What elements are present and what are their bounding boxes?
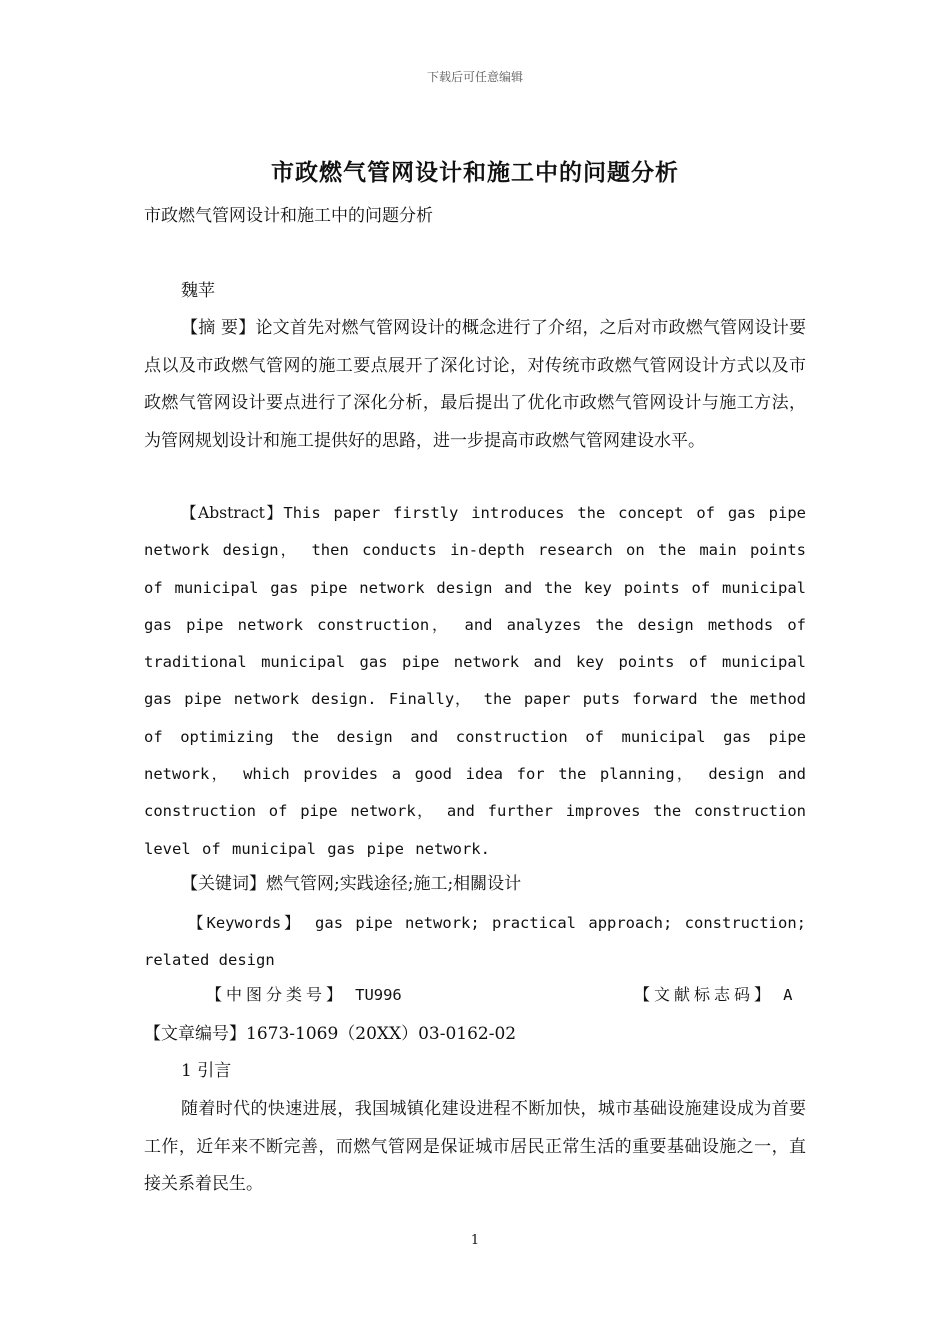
page-number: 1 bbox=[470, 1233, 480, 1248]
classification-label: 【中图分类号】 bbox=[206, 985, 347, 1004]
document-code-value: A bbox=[783, 986, 793, 1004]
keywords-cn bbox=[181, 869, 521, 894]
classification-number bbox=[206, 982, 402, 1005]
author-name: 魏苹 bbox=[181, 281, 215, 301]
page-header-note: 下载后可任意编辑 bbox=[426, 70, 523, 84]
article-number-value: 1673-1069（20XX）03-0162-02 bbox=[246, 1024, 517, 1044]
abstract-cn-label: 【摘 要】 bbox=[181, 318, 256, 338]
document-code-label: 【文献标志码】 bbox=[634, 985, 775, 1004]
abstract-en-text: This paper firstly introduces the concept of gas pipe network design， then conducts in-depth research on the main points of municipal gas pipe network design and the key points of municipal gas pipe network construction， and analyzes the design methods of traditional municipal gas pipe network and key points of municipal gas pipe network design. Finally， the paper puts forward the method of optimizing the design and construction of municipal gas pipe network， which provides a good idea for the planning， design and construction of pipe network， and further improves the construction level of municipal gas pipe network. bbox=[144, 504, 806, 858]
article-number bbox=[144, 1019, 516, 1044]
section-heading: 1 引言 bbox=[181, 1061, 232, 1081]
keywords-cn-text: 燃气管网;实践途径;施工;相關设计 bbox=[266, 874, 522, 894]
abstract-cn-text: 论文首先对燃气管网设计的概念进行了介绍，之后对市政燃气管网设计要点以及市政燃气管网的施工要点展开了深化讨论，对传统市政燃气管网设计方式以及市政燃气管网设计要点进行了深化分析，最后提出了优化市政燃气管网设计与施工方法，为管网规划设计和施工提供好的思路，进一步提高市政燃气管网建设水平。 bbox=[144, 318, 807, 451]
keywords-en-label: 【Keywords】 bbox=[188, 914, 303, 932]
document-code bbox=[634, 982, 792, 1005]
keywords-en-text: gas pipe network; practical approach; construction; related design bbox=[144, 914, 806, 970]
document-subtitle: 市政燃气管网设计和施工中的问题分析 bbox=[144, 206, 433, 226]
keywords-en bbox=[144, 905, 806, 980]
section-paragraph: 随着时代的快速进展，我国城镇化建设进程不断加快，城市基础设施建设成为首要工作，近年来不断完善，而燃气管网是保证城市居民正常生活的重要基础设施之一，直接关系着民生。 bbox=[144, 1099, 806, 1194]
classification-value: TU996 bbox=[355, 986, 402, 1004]
article-number-label: 【文章编号】 bbox=[144, 1024, 246, 1044]
abstract-cn bbox=[144, 310, 806, 460]
abstract-en-label: 【Abstract】 bbox=[181, 504, 284, 522]
keywords-cn-label: 【关键词】 bbox=[181, 874, 266, 894]
document-title: 市政燃气管网设计和施工中的问题分析 bbox=[271, 159, 679, 186]
abstract-en bbox=[144, 495, 806, 868]
